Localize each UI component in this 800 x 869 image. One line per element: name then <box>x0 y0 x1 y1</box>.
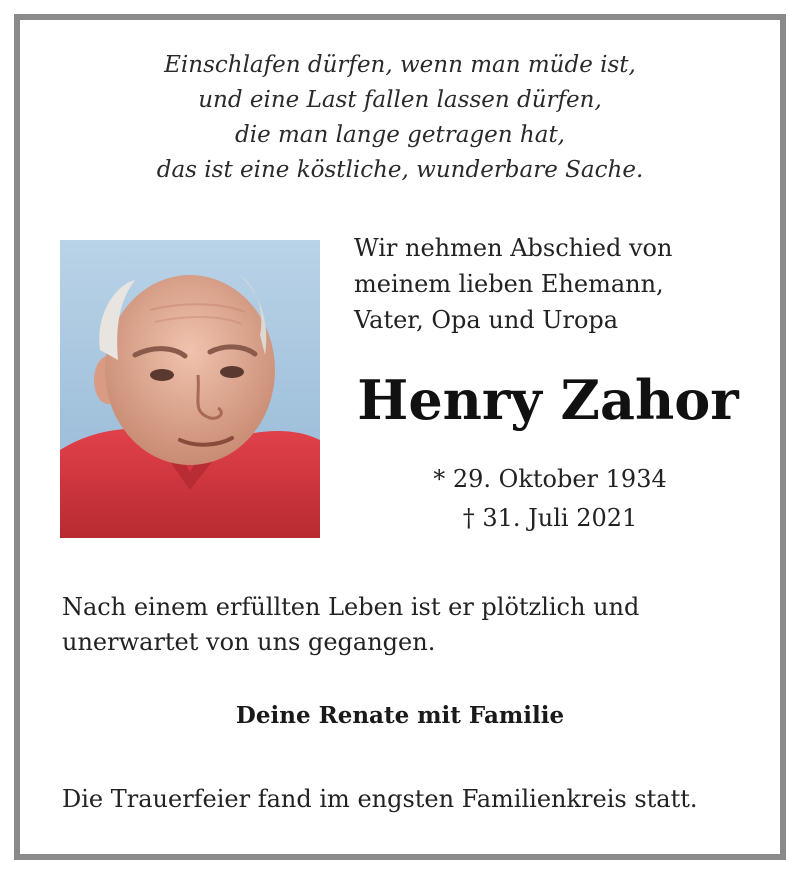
poem-line: und eine Last fallen lassen dürfen, <box>198 87 602 113</box>
obituary-frame <box>14 14 786 860</box>
birth-date: * 29. Oktober 1934 <box>433 465 667 493</box>
message-line: Nach einem erfüllten Leben ist er plötzlich und <box>62 593 640 621</box>
poem-line: Einschlafen dürfen, wenn man müde ist, <box>164 52 636 78</box>
life-dates <box>350 460 750 538</box>
obituary-message <box>62 590 762 660</box>
portrait-photo <box>60 240 320 538</box>
message-line: unerwartet von uns gegangen. <box>62 628 436 656</box>
farewell-intro <box>354 230 754 338</box>
intro-line: Wir nehmen Abschied von <box>354 234 673 262</box>
poem <box>20 48 780 188</box>
poem-line: das ist eine köstliche, wunderbare Sache. <box>156 157 644 183</box>
death-date: † 31. Juli 2021 <box>462 504 638 532</box>
ceremony-note: Die Trauerfeier fand im engsten Familienkreis statt. <box>62 785 698 813</box>
signature: Deine Renate mit Familie <box>235 702 565 729</box>
intro-line: Vater, Opa und Uropa <box>354 306 619 334</box>
poem-line: die man lange getragen hat, <box>235 122 565 148</box>
intro-line: meinem lieben Ehemann, <box>354 270 664 298</box>
deceased-name: Henry Zahor <box>357 368 739 432</box>
